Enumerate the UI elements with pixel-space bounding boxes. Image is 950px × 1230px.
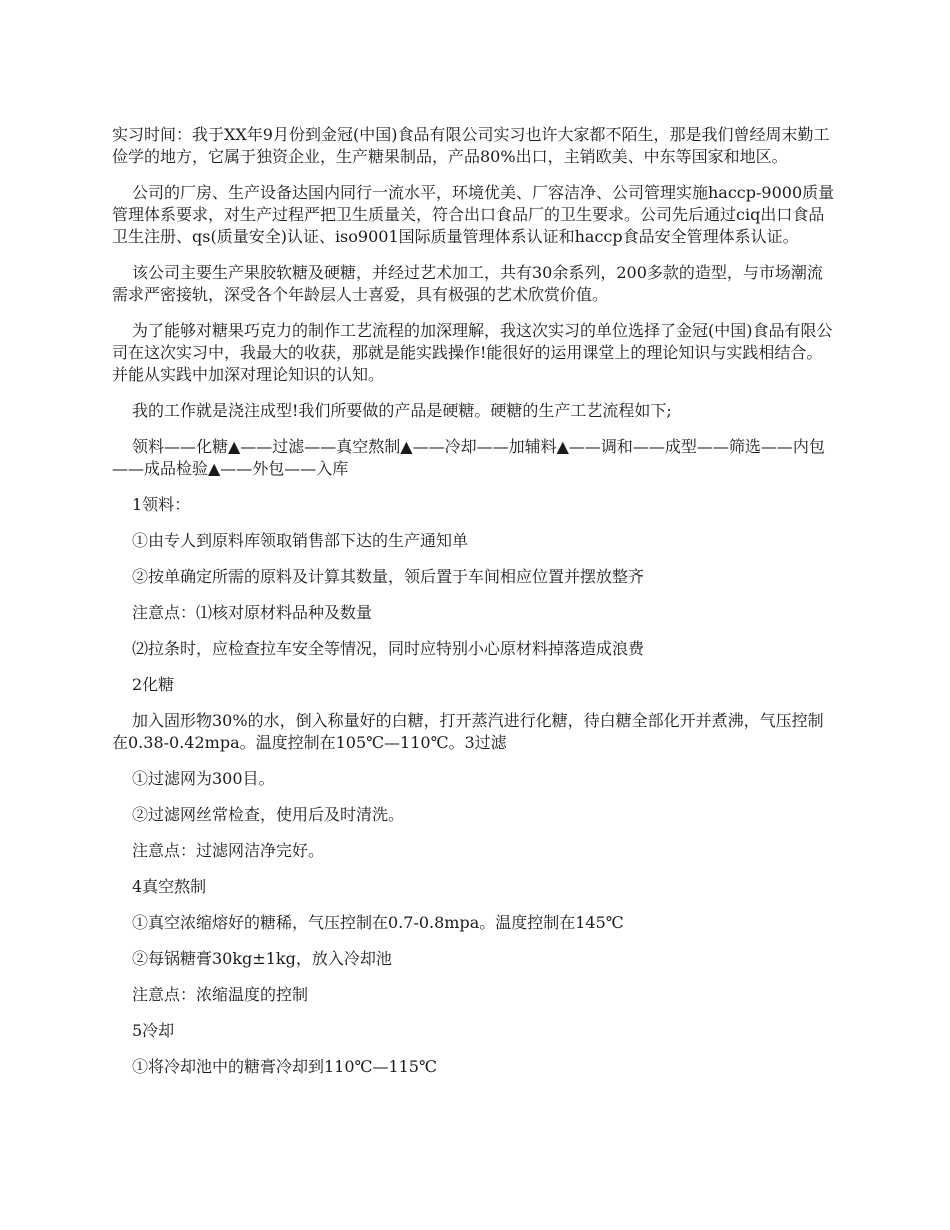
section-heading-5: 5冷却 — [132, 1021, 175, 1040]
list-item: ①将冷却池中的糖膏冷却到110℃—115℃ — [132, 1057, 437, 1076]
section-heading-2: 2化糖 — [132, 675, 175, 694]
list-item: ②过滤网丝常检查，使用后及时清洗。 — [132, 805, 405, 824]
document-body — [112, 124, 838, 1092]
section-heading-4: 4真空熬制 — [132, 877, 207, 896]
note-item: 注意点：⑴核对原材料品种及数量 — [132, 603, 373, 622]
note-item: 注意点：过滤网洁净完好。 — [132, 841, 325, 860]
note-item: 注意点：浓缩温度的控制 — [132, 985, 309, 1004]
paragraph-purpose: 为了能够对糖果巧克力的制作工艺流程的加深理解，我这次实习的单位选择了金冠(中国)食品有限公司在这次实习中，我最大的收获，那就是能实践操作!能很好的运用课堂上的理论知识与实践相结合。并能从实践中加深对理论知识的认知。 — [112, 321, 833, 384]
section-heading-1: 1领料： — [132, 495, 191, 514]
paragraph-products: 该公司主要生产果胶软糖及硬糖，并经过艺术加工，共有30余系列，200多款的造型，与市场潮流需求严密接轨，深受各个年龄层人士喜爱，具有极强的艺术欣赏价值。 — [112, 263, 823, 304]
paragraph-company-facilities: 公司的厂房、生产设备达国内同行一流水平，环境优美、厂容洁净、公司管理实施haccp-9000质量管理体系要求，对生产过程严把卫生质量关，符合出口食品厂的卫生要求。公司先后通过ciq出口食品卫生注册、qs(质量安全)认证、iso9001国际质量管理体系认证和haccp食品安全管理体系认证。 — [112, 183, 835, 246]
paragraph-work-description: 我的工作就是浇注成型!我们所要做的产品是硬糖。硬糖的生产工艺流程如下; — [132, 401, 672, 420]
paragraph-internship-intro: 实习时间：我于XX年9月份到金冠(中国)食品有限公司实习也许大家都不陌生，那是我们曾经周末勤工俭学的地方，它属于独资企业，生产糖果制品，产品80%出口，主销欧美、中东等国家和地区。 — [112, 125, 830, 166]
list-item: ②按单确定所需的原料及计算其数量，领后置于车间相应位置并摆放整齐 — [132, 567, 645, 586]
paragraph-process-flow: 领料——化糖▲——过滤——真空熬制▲——冷却——加辅料▲——调和——成型——筛选——内包——成品检验▲——外包——入库 — [112, 437, 825, 478]
list-item: ①过滤网为300目。 — [132, 769, 275, 788]
paragraph-dissolve-sugar: 加入固形物30%的水，倒入称量好的白糖，打开蒸汽进行化糖，待白糖全部化开并煮沸，气压控制在0.38-0.42mpa。温度控制在105℃—110℃。3过滤 — [112, 711, 824, 752]
list-item: ②每锅糖膏30kg±1kg，放入冷却池 — [132, 949, 392, 968]
list-item: ①由专人到原料库领取销售部下达的生产通知单 — [132, 531, 469, 550]
note-item: ⑵拉条时，应检查拉车安全等情况，同时应特别小心原材料掉落造成浪费 — [132, 639, 645, 658]
list-item: ①真空浓缩熔好的糖稀，气压控制在0.7-0.8mpa。温度控制在145℃ — [132, 913, 624, 932]
